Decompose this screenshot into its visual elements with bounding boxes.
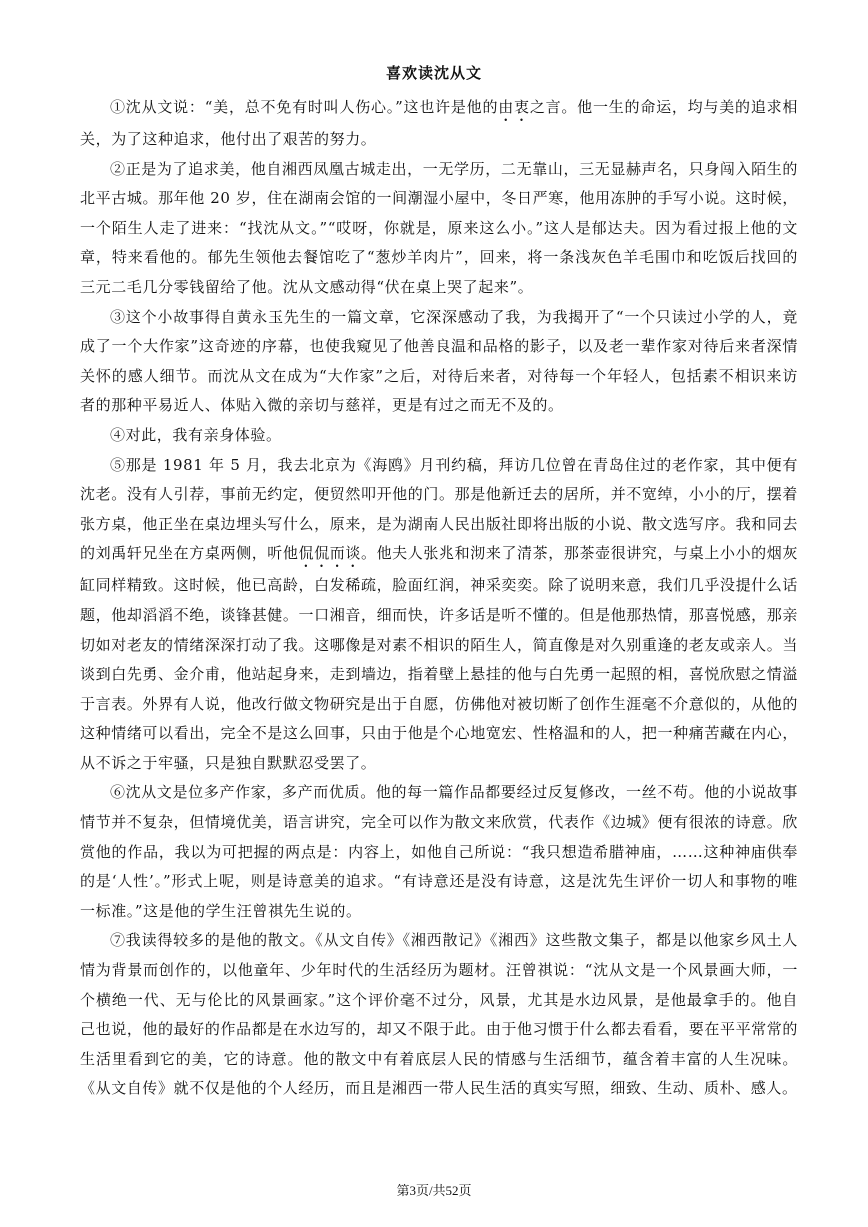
paragraph-text: ②正是为了追求美，他自湘西凤凰古城走出，一无学历，二无靠山，三无显赫声名，只身闯入陌生的北平古城。那年他 20 岁，住在湖南会馆的一间潮湿小屋中，冬日严寒，他用冻肿的手写小说。这时候，一个陌生人走了进来：“找沈从文。”“哎呀，你就是，原来这么小。”这人是郁达夫。因为看过报上他的文章，特来看他的。郁先生领他去餐馆吃了“葱炒羊肉片”，回来，将一条浅灰色羊毛围巾和吃饭后找回的三元二毛几分零钱留给了他。沈从文感动得“伏在桌上哭了起来”。: [80, 159, 798, 296]
paragraph-6: [80, 778, 798, 926]
paragraph-text: 之言。他一生的命运，均与美的追求相关，为了这种追求，他付出了艰苦的努力。: [80, 98, 798, 148]
paragraph-7: [80, 926, 798, 1104]
paragraph-text: ⑤那是 1981 年 5 月，我去北京为《海鸥》月刊约稿，拜访几位曾在青岛住过的老作家，其中便有沈老。没有人引荐，事前无约定，便贸然叩开他的门。那是他新迁去的居所，并不宽绰，小小的厅，摆着张方桌，他正坐在桌边埋头写什么，原来，是为湖南人民出版社即将出版的小说、散文选写序。我和同去的刘禹轩兄坐在方桌两侧，听他: [80, 455, 798, 563]
paragraph-text: 。他夫人张兆和沏来了清茶，那茶壶很讲究，与桌上小小的烟灰缸同样精致。这时候，他已高龄，白发稀疏，脸面红润，神采奕奕。除了说明来意，我们几乎没提什么话题，他却滔滔不绝，谈锋甚健。一口湘音，细而快，许多话是听不懂的。但是他那热情，那喜悦感，那亲切如对老友的情绪深深打动了我。这哪像是对素不相识的陌生人，简直像是对久别重逢的老友或亲人。当谈到白先勇、金介甫，他站起身来，走到墙边，指着壁上悬挂的他与白先勇一起照的相，喜悦欣慰之情溢于言表。外界有人说，他改行做文物研究是出于自愿，仿佛他对被切断了创作生涯毫不介意似的，从他的这种情绪可以看出，完全不是这么回事，只由于他是个心地宽宏、性格温和的人，把一种痛苦藏在内心，从不诉之于牢骚，只是独自默默忍受罢了。: [80, 544, 798, 772]
paragraph-3: [80, 303, 798, 421]
paragraph-4: [80, 421, 798, 451]
paragraph-1: [80, 93, 798, 155]
paragraph-text: ⑦我读得较多的是他的散文。《从文自传》《湘西散记》《湘西》这些散文集子，都是以他家乡风土人情为背景而创作的，以他童年、少年时代的生活经历为题材。汪曾祺说：“沈从文是一个风景画大师，一个横绝一代、无与伦比的风景画家。”这个评价毫不过分，风景，尤其是水边风景，是他最拿手的。他自己也说，他的最好的作品都是在水边写的，却又不限于此。由于他习惯于什么都去看看，要在平平常常的生活里看到它的美，它的诗意。他的散文中有着底层人民的情感与生活细节，蕴含着丰富的人生况味。《从文自传》就不仅是他的个人经历，而且是湘西一带人民生活的真实写照，细致、生动、质朴、感人。: [80, 931, 798, 1098]
paragraph-text: ⑥沈从文是位多产作家，多产而优质。他的每一篇作品都要经过反复修改，一丝不苟。他的小说故事情节并不复杂，但情境优美，语言讲究，完全可以作为散文来欣赏，代表作《边城》便有很浓的诗意。欣赏他的作品，我以为可把握的两点是：内容上，如他自己所说：“我只想造希腊神庙，……这种神庙供奉的是‘人性’。”形式上呢，则是诗意美的追求。“有诗意还是没有诗意，这是沈先生评价一切人和事物的唯一标准。”这是他的学生汪曾祺先生说的。: [80, 783, 798, 920]
emphasized-text: 侃侃而谈: [298, 544, 361, 563]
emphasized-text: 由衷: [498, 98, 530, 116]
paragraph-5: [80, 451, 798, 779]
paragraph-text: ①沈从文说：“美，总不免有时叫人伤心。”这也许是他的: [110, 98, 499, 116]
page-footer: 第3页/共52页: [396, 1183, 472, 1198]
document-title: 喜欢读沈从文: [385, 64, 482, 82]
paragraph-text: ③这个小故事得自黄永玉先生的一篇文章，它深深感动了我，为我揭开了“一个只读过小学的人，竟成了一个大作家”这奇迹的序幕，也使我窥见了他善良温和品格的影子，以及老一辈作家对待后来者深情关怀的感人细节。而沈从文在成为“大作家”之后，对待后来者，对待每一个年轻人，包括素不相识来访者的那种平易近人、体贴入微的亲切与慈祥，更是有过之而无不及的。: [80, 307, 798, 415]
paragraph-2: [80, 155, 798, 303]
paragraph-text: ④对此，我有亲身体验。: [110, 425, 282, 444]
article-body: [80, 93, 798, 1104]
